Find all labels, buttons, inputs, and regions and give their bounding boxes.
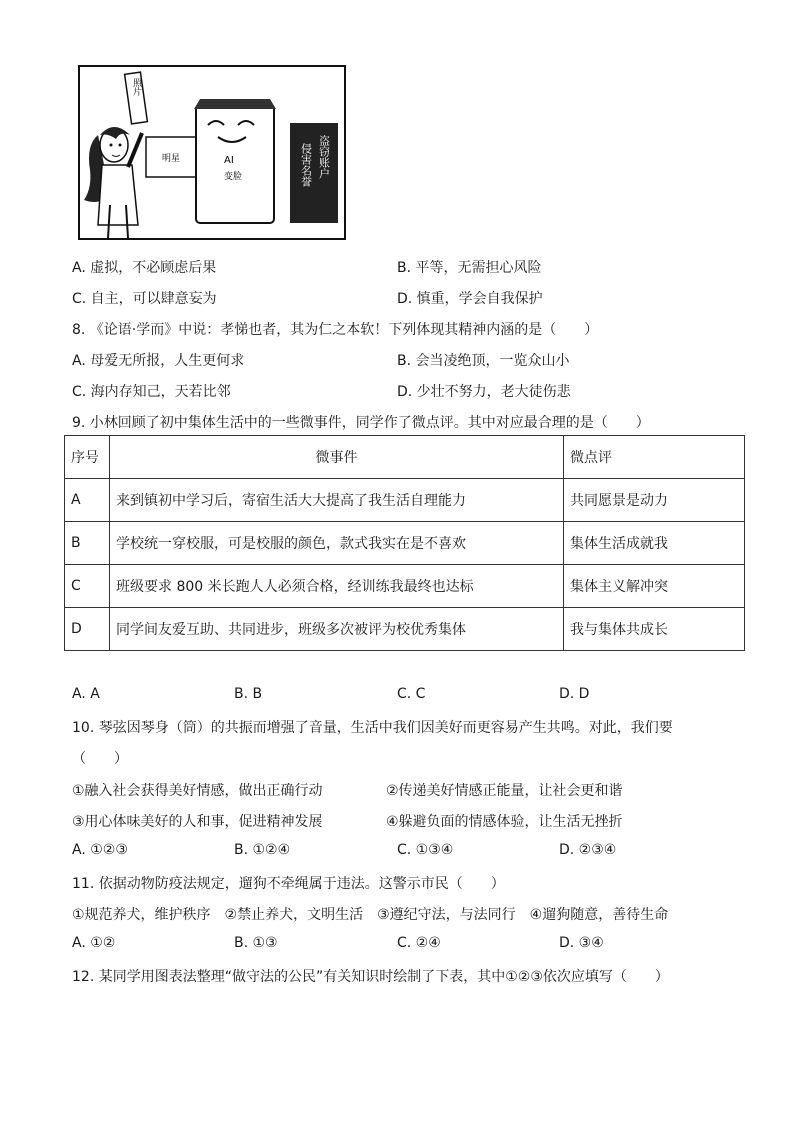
- table-header-row: [65, 436, 745, 479]
- q11-option-d: D. ③④: [559, 935, 604, 951]
- row-event: 班级要求 800 米长跑人人必须合格，经训练我最终也达标: [110, 565, 564, 608]
- row-event: 学校统一穿校服，可是校服的颜色，款式我实在是不喜欢: [110, 522, 564, 565]
- q9-option-b: B. B: [234, 686, 263, 702]
- label-faceswap: 变脸: [224, 172, 243, 182]
- header-comment: 微点评: [564, 436, 745, 479]
- row-event: 同学间友爱互助、共同进步，班级多次被评为校优秀集体: [110, 608, 564, 651]
- cartoon-illustration: [78, 65, 346, 240]
- row-comment: 集体生活成就我: [564, 522, 745, 565]
- q8-option-b: B. 会当凌绝顶，一览众山小: [397, 353, 570, 369]
- q7-option-c: C. 自主，可以肆意妄为: [72, 291, 217, 307]
- q11-option-a: A. ①②: [72, 935, 116, 951]
- q9-option-a: A. A: [72, 686, 100, 702]
- row-index: B: [65, 522, 110, 565]
- q7-option-b: B. 平等，无需担心风险: [397, 260, 542, 276]
- q9-option-c: C. C: [397, 686, 426, 702]
- q10-item-2: ②传递美好情感正能量，让社会更和谐: [386, 783, 623, 799]
- events-table: [64, 435, 745, 651]
- q11-stem: 11. 依据动物防疫法规定，遛狗不牵绳属于违法。这警示市民（ ）: [72, 876, 505, 892]
- label-photo: 照片: [131, 78, 141, 96]
- q11-option-c: C. ②④: [397, 935, 441, 951]
- q9-option-d: D. D: [559, 686, 590, 702]
- q11-option-b: B. ①③: [234, 935, 278, 951]
- table-row: [65, 565, 745, 608]
- row-event: 来到镇初中学习后，寄宿生活大大提高了我生活自理能力: [110, 479, 564, 522]
- q10-option-b: B. ①②④: [234, 842, 291, 858]
- row-comment: 共同愿景是动力: [564, 479, 745, 522]
- label-star: 明星: [161, 154, 181, 164]
- q7-option-a: A. 虚拟，不必顾虑后果: [72, 260, 217, 276]
- row-comment: 我与集体共成长: [564, 608, 745, 651]
- warning-board: [290, 123, 338, 223]
- row-index: A: [65, 479, 110, 522]
- table-row: [65, 608, 745, 651]
- header-index: 序号: [65, 436, 110, 479]
- q10-item-1: ①融入社会获得美好情感，做出正确行动: [72, 783, 323, 799]
- q10-stem: 10. 琴弦因琴身（筒）的共振而增强了音量，生活中我们因美好而更容易产生共鸣。对此，我们要: [72, 720, 673, 736]
- q10-item-3: ③用心体味美好的人和事，促进精神发展: [72, 814, 323, 830]
- q10-option-c: C. ①③④: [397, 842, 454, 858]
- q10-paren: （ ）: [72, 751, 128, 767]
- q11-items: ①规范养犬，维护秩序 ②禁止养犬，文明生活 ③遵纪守法，与法同行 ④遛狗随意，善待生命: [72, 907, 669, 923]
- table-row: [65, 522, 745, 565]
- label-infringe: 侵害名誉: [299, 143, 313, 187]
- q8-option-c: C. 海内存知己，天若比邻: [72, 384, 231, 400]
- q8-option-a: A. 母爱无所报，人生更何求: [72, 353, 245, 369]
- row-index: D: [65, 608, 110, 651]
- q12-stem: 12. 某同学用图表法整理“做守法的公民”有关知识时绘制了下表，其中①②③依次应填写（ ）: [72, 969, 669, 985]
- table-row: [65, 479, 745, 522]
- header-event: 微事件: [110, 436, 564, 479]
- label-steal: 盗窃账户: [317, 135, 331, 179]
- q10-option-d: D. ②③④: [559, 842, 617, 858]
- q8-option-d: D. 少壮不努力，老大徒伤悲: [397, 384, 571, 400]
- label-ai: AI: [224, 155, 234, 166]
- q7-option-d: D. 慎重，学会自我保护: [397, 291, 543, 307]
- q10-option-a: A. ①②③: [72, 842, 128, 858]
- row-comment: 集体主义解冲突: [564, 565, 745, 608]
- q8-stem: 8. 《论语·学而》中说：孝悌也者，其为仁之本软！下列体现其精神内涵的是（ ）: [72, 322, 599, 338]
- q10-item-4: ④躲避负面的情感体验，让生活无挫折: [386, 814, 623, 830]
- row-index: C: [65, 565, 110, 608]
- q9-stem: 9. 小林回顾了初中集体生活中的一些微事件，同学作了微点评。其中对应最合理的是（ ）: [72, 415, 650, 431]
- ai-machine: [194, 99, 276, 223]
